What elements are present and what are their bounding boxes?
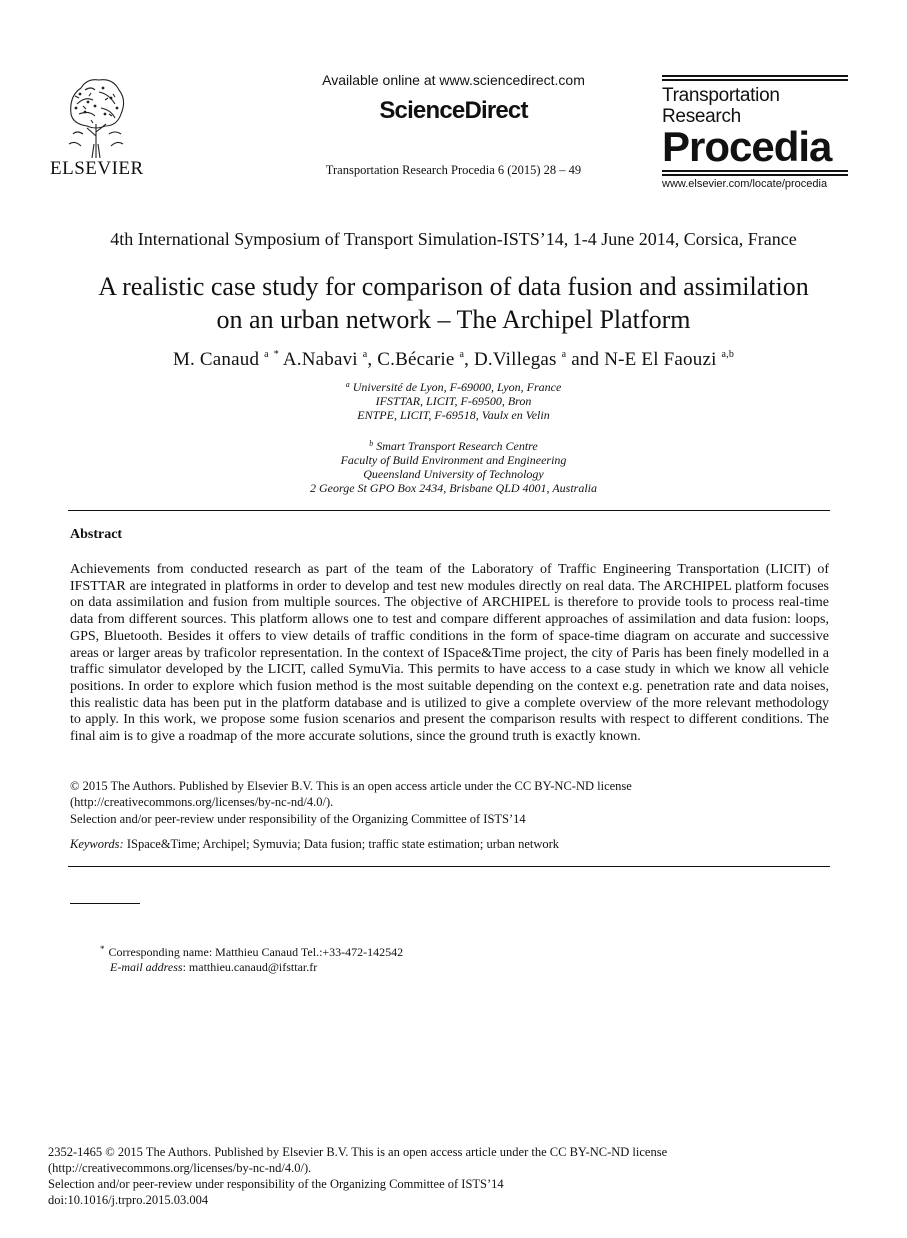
author-affil-sup: a,b — [721, 349, 735, 360]
journal-logo-rule — [662, 79, 848, 81]
elsevier-wordmark: ELSEVIER — [50, 158, 144, 179]
author-name: D.Villegas — [474, 349, 557, 370]
keywords — [70, 836, 830, 852]
email-label: E-mail address — [110, 960, 183, 974]
affiliation-line — [0, 378, 907, 394]
sciencedirect-logo: ScienceDirect — [379, 97, 528, 124]
license-link[interactable]: http://creativecommons.org/licenses/by-nc-nd/4.0/ — [74, 795, 326, 809]
section-divider — [68, 866, 830, 867]
journal-reference: Transportation Research Procedia 6 (2015) 28 – 49 — [325, 163, 582, 177]
author-affil-sup: a — [459, 349, 465, 360]
author-affil-sup: a — [561, 349, 567, 360]
journal-logo-rule — [662, 75, 848, 77]
page-footer — [48, 1144, 848, 1208]
affiliation-line: 2 George St GPO Box 2434, Brisbane QLD 4001, Australia — [310, 481, 597, 495]
footnote-mark: * — [100, 944, 105, 954]
footnote-line — [100, 942, 403, 960]
paren: ). — [303, 1161, 312, 1175]
author-list — [0, 349, 907, 371]
journal-url: www.elsevier.com/locate/procedia — [662, 178, 828, 190]
affiliation-text: Smart Transport Research Centre — [376, 439, 538, 453]
section-divider — [68, 510, 830, 511]
affiliation-line: Faculty of Build Environment and Engineering — [340, 453, 567, 467]
journal-logo-rule — [662, 174, 848, 176]
abstract-body: Achievements from conducted research as part of the team of the Laboratory of Traffic Engineering Transportation (LICIT) of IFSTTAR are integrated in platforms in order to develop and test new modules directly on real data. The ARCHIPEL platform focuses on data assimilation and fusion from multiple sources. The objective of ARCHIPEL is therefore to provide tools to process real-time data from different sources. This platform allows one to test and compare different approaches of assimilation and data fusion: loops, GPS, Bluetooth. Besides it offers to view details of traffic conditions in the form of space-time diagram on accurate and successive areas or larger areas by traficolor representation. In the context of ISpace&Time project, the city of Paris has been finely modelled in a traffic simulator developed by the LICIT, called SymuVia. This permits to have access to a case study in which we know all vehicle positions. In order to explore which fusion method is the most suitable depending on the context e.g. penetration rate and data noises, this realistic data has been put in the platform database and is utilized to give a complete overview of the more relevant methodology to apply. In this work, we propose some fusion scenarios and present the comparison results with respect to different conditions. The final aim is to give a roadmap of the more accurate solutions, since the ground truth is exactly known. — [70, 562, 829, 745]
journal-logo-line1: Transportation — [662, 85, 780, 106]
author-affil-sup: a — [264, 349, 269, 360]
keywords-list: ISpace&Time; Archipel; Symuvia; Data fusion; traffic state estimation; urban network — [126, 837, 560, 851]
available-online-text: Available online at www.sciencedirect.com — [322, 72, 585, 88]
affiliation-b — [0, 437, 907, 495]
affiliation-text: Université de Lyon, F-69000, Lyon, France — [352, 380, 562, 394]
footer-license-link[interactable]: http://creativecommons.org/licenses/by-nc-nd/4.0/ — [52, 1161, 304, 1175]
footer-doi: doi:10.1016/j.trpro.2015.03.004 — [48, 1193, 209, 1207]
paper-title — [60, 270, 847, 336]
footnote-email-line — [100, 960, 403, 975]
keywords-label: Keywords: — [70, 837, 124, 851]
paper-title-line2: on an urban network – The Archipel Platform — [216, 305, 691, 334]
journal-logo-line2: Research — [662, 106, 741, 127]
author-name: C.Bécarie — [377, 349, 455, 370]
license-text: © 2015 The Authors. Published by Elsevier B.V. This is an open access article under the CC BY-NC-ND license — [70, 779, 632, 793]
author-corresponding-mark: * — [273, 349, 279, 360]
author-name: A.Nabavi — [282, 349, 358, 370]
author-separator: , — [464, 349, 470, 370]
paren: ). — [325, 795, 334, 809]
license-link-line — [70, 794, 830, 810]
paren: ( — [70, 795, 75, 809]
affiliation-a — [0, 378, 907, 422]
author-affil-sup: a — [362, 349, 368, 360]
paper-title-line1: A realistic case study for comparison of data fusion and assimilation — [98, 272, 809, 301]
affiliation-line: Queensland University of Technology — [363, 467, 544, 481]
footnote-contact: Corresponding name: Matthieu Canaud Tel.:+33-472-142542 — [108, 945, 404, 959]
conference-line: 4th International Symposium of Transport Simulation-ISTS’14, 1-4 June 2014, Corsica, France — [110, 229, 797, 249]
author-name: M. Canaud — [172, 349, 260, 370]
affiliation-line: ENTPE, LICIT, F-69518, Vaulx en Velin — [357, 408, 550, 422]
affiliation-line — [0, 437, 907, 453]
footer-line1: 2352-1465 © 2015 The Authors. Published by Elsevier B.V. This is an open access article under the CC BY-NC-ND license — [48, 1145, 668, 1159]
paren: ( — [48, 1161, 53, 1175]
abstract-heading: Abstract — [70, 527, 123, 542]
author-separator: and — [571, 349, 600, 370]
affiliation-line: IFSTTAR, LICIT, F-69500, Bron — [375, 394, 532, 408]
author-name: N-E El Faouzi — [604, 349, 717, 370]
affiliation-label: a — [345, 380, 350, 389]
license-notice — [70, 778, 830, 810]
affiliation-label: b — [369, 439, 374, 448]
corresponding-author-footnote — [100, 942, 403, 975]
email-link[interactable]: matthieu.canaud@ifsttar.fr — [188, 960, 318, 974]
footer-link-line — [48, 1160, 848, 1176]
footer-peer-review: Selection and/or peer-review under responsibility of the Organizing Committee of ISTS’14 — [48, 1177, 504, 1191]
colon: : — [182, 960, 186, 974]
author-separator: , — [367, 349, 373, 370]
peer-review-notice: Selection and/or peer-review under responsibility of the Organizing Committee of ISTS’14 — [70, 812, 526, 826]
journal-logo-rule — [662, 170, 848, 172]
footnote-rule — [70, 903, 140, 904]
journal-logo-procedia: Procedia — [662, 123, 832, 170]
journal-logo — [662, 75, 848, 190]
